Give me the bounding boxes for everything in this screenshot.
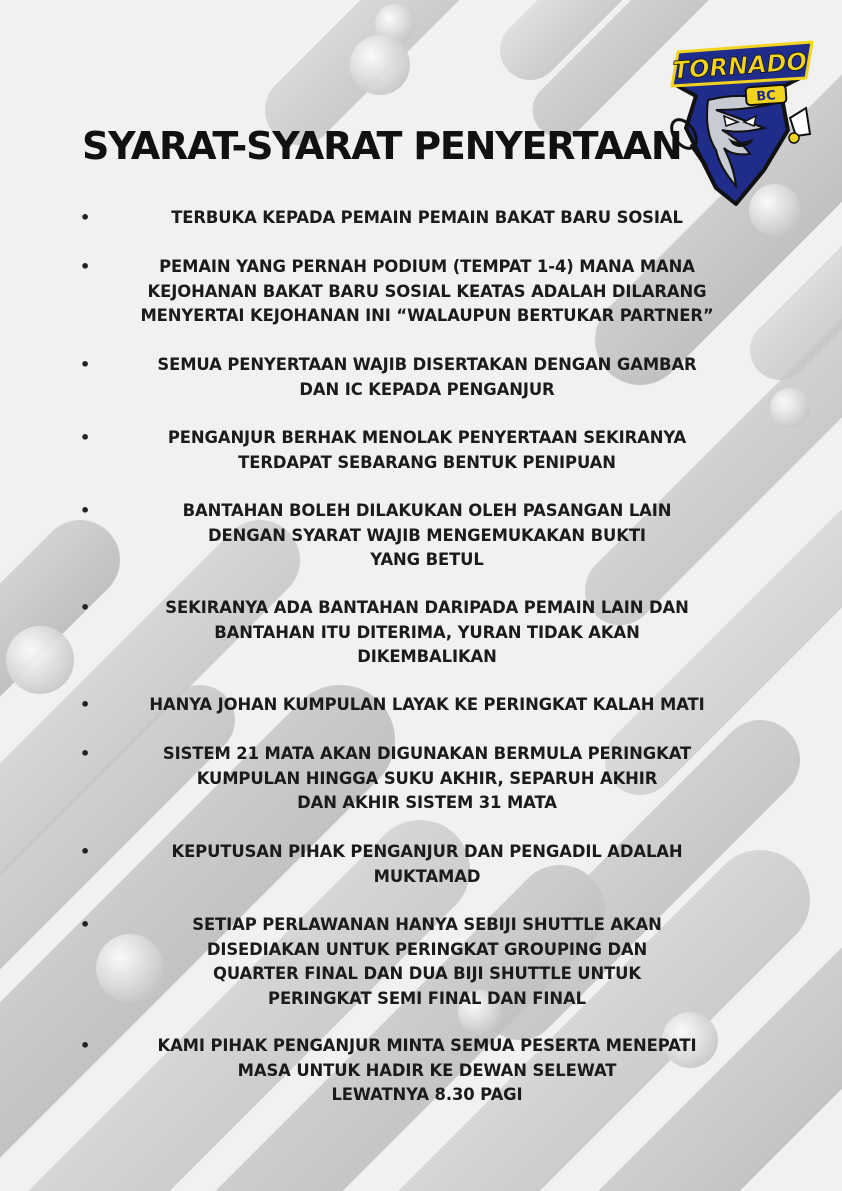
rule-item — [80, 499, 760, 573]
rule-text: KAMI PIHAK PENGANJUR MINTA SEMUA PESERTA MENEPATI MASA UNTUK HADIR KE DEWAN SELEWAT LEWATNYA 8.30 PAGI — [157, 1036, 697, 1104]
rule-text: HANYA JOHAN KUMPULAN LAYAK KE PERINGKAT KALAH MATI — [149, 695, 705, 714]
rule-item — [80, 353, 760, 402]
rule-text: PENGANJUR BERHAK MENOLAK PENYERTAAN SEKIRANYA TERDAPAT SEBARANG BENTUK PENIPUAN — [167, 428, 687, 472]
bullet-icon: • — [80, 842, 91, 861]
bullet-icon: • — [80, 208, 91, 227]
rule-item — [80, 742, 760, 816]
bullet-icon: • — [80, 598, 91, 617]
logo-suffix: BC — [755, 88, 777, 105]
rule-item — [80, 596, 760, 670]
rule-text: KEPUTUSAN PIHAK PENGANJUR DAN PENGADIL ADALAH MUKTAMAD — [171, 842, 683, 886]
bullet-icon: • — [80, 1036, 91, 1055]
page-title: SYARAT-SYARAT PENYERTAAN — [82, 124, 682, 168]
bullet-icon: • — [80, 695, 91, 714]
rule-text: SISTEM 21 MATA AKAN DIGUNAKAN BERMULA PERINGKAT KUMPULAN HINGGA SUKU AKHIR, SEPARUH AKHIR DAN AKHIR SISTEM 31 MATA — [162, 744, 692, 812]
rule-item — [80, 840, 760, 889]
bullet-icon: • — [80, 744, 91, 763]
rule-text: SEMUA PENYERTAAN WAJIB DISERTAKAN DENGAN GAMBAR DAN IC KEPADA PENGANJUR — [157, 355, 697, 399]
rule-text: PEMAIN YANG PERNAH PODIUM (TEMPAT 1-4) MANA MANA KEJOHANAN BAKAT BARU SOSIAL KEATAS ADALAH DILARANG MENYERTAI KEJOHANAN INI “WALAUPUN BERTUKAR PARTNER” — [140, 257, 714, 325]
rule-text: SEKIRANYA ADA BANTAHAN DARIPADA PEMAIN LAIN DAN BANTAHAN ITU DITERIMA, YURAN TIDAK AKAN DIKEMBALIKAN — [165, 598, 689, 666]
bullet-icon: • — [80, 915, 91, 934]
rule-text: SETIAP PERLAWANAN HANYA SEBIJI SHUTTLE AKAN DISEDIAKAN UNTUK PERINGKAT GROUPING DAN QUARTER FINAL DAN DUA BIJI SHUTTLE UNTUK PERINGKAT SEMI FINAL DAN FINAL — [192, 915, 662, 1008]
rule-text: BANTAHAN BOLEH DILAKUKAN OLEH PASANGAN LAIN DENGAN SYARAT WAJIB MENGEMUKAKAN BUKTI YANG BETUL — [182, 501, 672, 569]
rule-item — [80, 255, 760, 329]
rule-item — [80, 426, 760, 475]
tornado-bc-logo — [660, 38, 818, 208]
rule-text: TERBUKA KEPADA PEMAIN PEMAIN BAKAT BARU SOSIAL — [171, 208, 683, 227]
bullet-icon: • — [80, 428, 91, 447]
bullet-icon: • — [80, 257, 91, 276]
rule-item — [80, 1034, 760, 1108]
rule-item — [80, 206, 760, 231]
bullet-icon: • — [80, 501, 91, 520]
logo-name: TORNADO — [671, 47, 808, 85]
bullet-icon: • — [80, 355, 91, 374]
rule-item — [80, 693, 760, 718]
rule-item — [80, 913, 760, 1011]
